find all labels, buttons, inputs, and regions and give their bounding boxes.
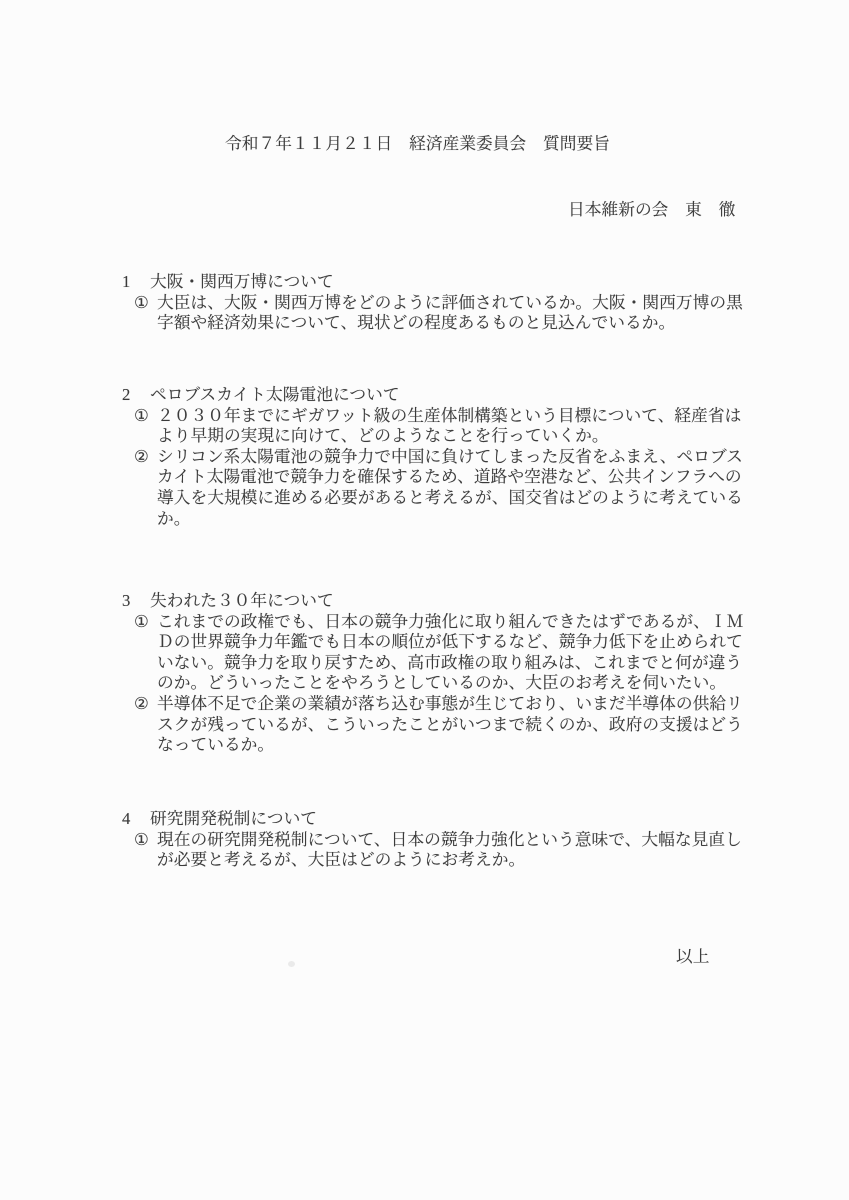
- section-1-heading: 大阪・関西万博について: [150, 272, 334, 291]
- section-3-heading: 失われた３０年について: [150, 591, 334, 610]
- section-3-item-1-line: これまでの政権でも、日本の競争力強化に取り組んできたはずであるが、ＩＭ: [157, 612, 744, 631]
- section-2-item-2-line: カイト太陽電池で競争力を確保するため、道路や空港など、公共インフラへの: [157, 467, 742, 486]
- section-3-item-1-marker: ①: [134, 612, 150, 631]
- section-3-item-2-line: スクが残っているが、こういったことがいつまで続くのか、政府の支援はどう: [157, 715, 743, 734]
- section-1-number: 1: [122, 272, 131, 291]
- closing-phrase: 以上: [676, 947, 710, 966]
- section-2-item-1-marker: ①: [134, 406, 150, 425]
- section-2-heading: ペロブスカイト太陽電池について: [150, 385, 400, 404]
- section-3-item-2-line: 半導体不足で企業の業績が落ち込む事態が生じており、いまだ半導体の供給リ: [157, 694, 743, 713]
- section-4-heading: 研究開発税制について: [150, 809, 318, 828]
- scan-smudge: [288, 961, 295, 967]
- section-2-item-2-line: シリコン系太陽電池の競争力で中国に負けてしまった反省をふまえ、ペロブス: [157, 447, 743, 466]
- section-4-item-1-line: 現在の研究開発税制について、日本の競争力強化という意味で、大幅な見直し: [157, 830, 742, 849]
- section-2-number: 2: [122, 385, 131, 404]
- section-3-item-2-marker: ②: [134, 694, 150, 713]
- section-2-item-2-marker: ②: [134, 447, 150, 466]
- section-3-item-1-line: のか。どういったことをやろうとしているのか、大臣のお考えを伺いたい。: [157, 673, 727, 692]
- section-4-number: 4: [122, 809, 131, 828]
- section-2-item-1-line: より早期の実現に向けて、どのようなことを行っていくか。: [157, 426, 609, 445]
- section-3-item-1-line: Ｄの世界競争力年鑑でも日本の順位が低下するなど、競争力低下を止められて: [157, 632, 743, 651]
- section-1-item-1-marker: ①: [134, 293, 150, 312]
- section-3-item-2-line: なっているか。: [157, 735, 275, 754]
- section-4-item-1-marker: ①: [134, 830, 150, 849]
- section-2-item-1-line: ２０３０年までにギガワット級の生産体制構築という目標について、経産省は: [157, 406, 742, 425]
- section-1-item-1-line: 字額や経済効果について、現状どの程度あるものと見込んでいるか。: [157, 313, 676, 332]
- section-1-item-1-line: 大臣は、大阪・関西万博をどのように評価されているか。大阪・関西万博の黒: [157, 293, 743, 312]
- section-2-item-2-line: か。: [157, 509, 191, 528]
- section-3-item-1-line: いない。競争力を取り戻すため、高市政権の取り組みは、これまでと何が違う: [157, 653, 743, 672]
- section-2-item-2-line: 導入を大規模に進める必要があると考えるが、国交省はどのように考えている: [157, 488, 743, 507]
- section-3-number: 3: [122, 591, 131, 610]
- section-4-item-1-line: が必要と考えるが、大臣はどのようにお考えか。: [157, 850, 526, 869]
- author-attribution: 日本維新の会 東 徹: [568, 200, 736, 219]
- document-title: 令和７年１１月２１日 経済産業委員会 質問要旨: [225, 134, 610, 153]
